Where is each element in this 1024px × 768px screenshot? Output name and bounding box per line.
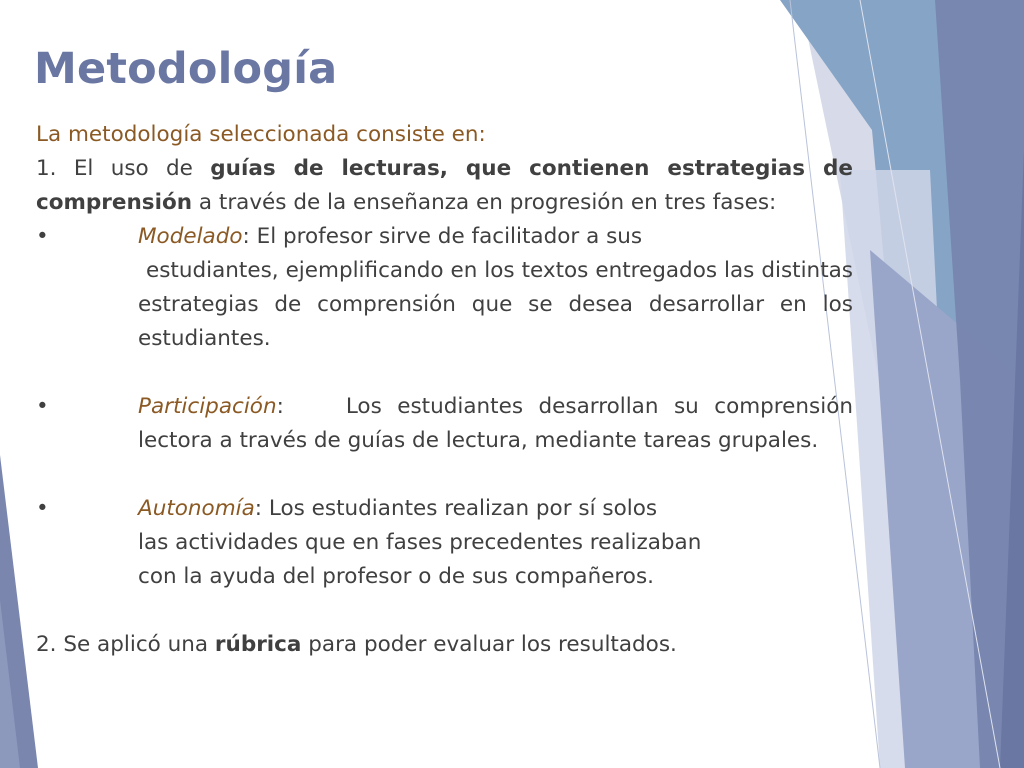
bullet-first-line: Los estudiantes desarrollan su comprensión lectora a través de guías de lectura, mediante tareas grupales. <box>138 394 853 453</box>
bullet-colon: : <box>276 394 284 419</box>
bullet-first-line: Los estudiantes realizan por sí solos <box>262 496 658 521</box>
bullet-symbol: • <box>36 224 49 249</box>
slide-title: Metodología <box>34 44 338 94</box>
bullet-colon: : <box>254 496 263 521</box>
point-1-suffix: a través de la enseñanza en progresión en tres fases: <box>192 190 777 215</box>
point-2-prefix: 2. Se aplicó una <box>36 632 215 657</box>
point-2 <box>36 628 853 662</box>
bullet-term: Modelado <box>138 224 243 249</box>
bullet-line-3: con la ayuda del profesor o de sus compañeros. <box>138 564 654 589</box>
bullet-first-line: El profesor sirve de facilitador a sus <box>249 224 643 249</box>
bullet-rest: estudiantes, ejemplificando en los textos entregados las distintas estrategias de comprensión que se desea desarrollar en los estudiantes. <box>138 258 853 351</box>
point-1 <box>36 152 853 220</box>
bullet-line-2: las actividades que en fases precedentes realizaban <box>138 530 702 555</box>
bullet-symbol: • <box>36 496 49 521</box>
point-1-prefix: 1. El uso de <box>36 156 211 181</box>
bullet-autonomia <box>36 492 853 594</box>
bullet-symbol: • <box>36 394 49 419</box>
point-1-bold: guías de lecturas, que contienen estrategias de comprensión <box>36 156 854 215</box>
bullet-colon: : <box>242 224 250 249</box>
bullet-modelado <box>36 220 853 356</box>
intro-text: La metodología seleccionada consiste en: <box>36 122 486 147</box>
point-2-bold: rúbrica <box>214 632 302 657</box>
slide-body <box>36 118 853 662</box>
point-2-suffix: para poder evaluar los resultados. <box>301 632 677 657</box>
bullet-participacion <box>36 390 853 458</box>
bullet-term: Participación <box>138 394 277 419</box>
bullet-term: Autonomía <box>138 496 255 521</box>
